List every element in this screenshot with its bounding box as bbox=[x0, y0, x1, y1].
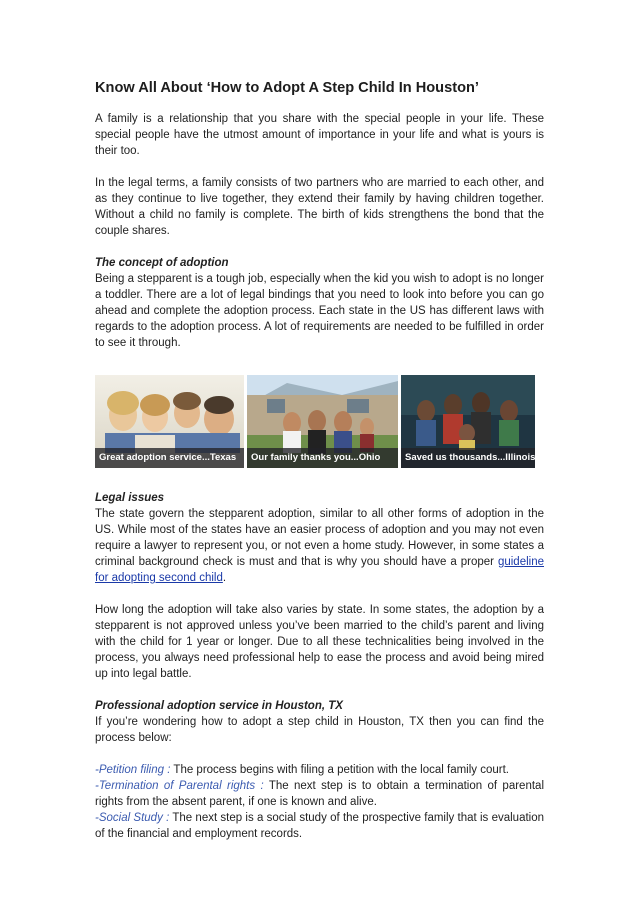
step-item bbox=[95, 762, 544, 778]
step-text: The next step is to obtain a termination of parental rights from the absent parent, if one is known and alive. bbox=[95, 780, 544, 808]
family-photo-ohio bbox=[247, 375, 398, 468]
family-photo-texas bbox=[95, 375, 244, 468]
step-label: -Termination of Parental rights : bbox=[95, 780, 264, 792]
step-label: -Petition filing : bbox=[95, 764, 171, 776]
step-item bbox=[95, 778, 544, 810]
step-text: The next step is a social study of the prospective family that is evaluation of the financial and employment records. bbox=[95, 812, 545, 840]
photo-caption: Our family thanks you...Ohio bbox=[247, 448, 398, 468]
step-label: -Social Study : bbox=[95, 812, 170, 824]
step-item bbox=[95, 810, 544, 842]
family-photo-illinois bbox=[401, 375, 535, 468]
guideline-link[interactable]: guideline for adopting second child bbox=[95, 556, 544, 584]
intro-paragraph-1: A family is a relationship that you share with the special people in your life. These special people have the utmost amount of importance in your life and what is yours is their too. bbox=[95, 113, 544, 157]
legal-paragraph-2: How long the adoption will take also varies by state. In some states, the adoption by a stepparent is not approved unless you’ve been married to the child’s parent and living with the child for 1 year or longer. Due to all these technicalities being involved in the process, you always need professional help to ease the process and avoid being mired up into legal battle. bbox=[95, 604, 544, 680]
intro-paragraph-2: In the legal terms, a family consists of two partners who are married to each other, and as they continue to live together, they extend their family by having children together. Without a child no family is complete. The birth of kids strengthens the bond that the couple shares. bbox=[95, 177, 544, 237]
concept-paragraph: Being a stepparent is a tough job, especially when the kid you wish to adopt is no longer a toddler. There are a lot of legal bindings that you need to look into before you can go ahead and complete the adoption process. Each state in the US has different laws with regards to the adoption process. A lot of requirements are needed to be fulfilled in order to see it through. bbox=[95, 273, 544, 349]
service-heading: Professional adoption service in Houston, TX bbox=[95, 700, 343, 712]
legal-paragraph-1 bbox=[95, 506, 544, 586]
page-title: Know All About ‘How to Adopt A Step Child In Houston’ bbox=[95, 80, 479, 96]
legal-text: The state govern the stepparent adoption, similar to all other forms of adoption in the US. While most of the states have an easier process of adoption and you may not even require a lawyer to represent you, or not even a home study. However, in some states a criminal background check is must and that is why you should have a proper bbox=[95, 508, 544, 568]
testimonial-photo-strip bbox=[95, 375, 544, 468]
service-paragraph: If you’re wondering how to adopt a step child in Houston, TX then you can find the process below: bbox=[95, 716, 544, 744]
photo-caption: Saved us thousands...Illinois bbox=[401, 448, 535, 468]
legal-heading: Legal issues bbox=[95, 492, 165, 504]
step-text: The process begins with filing a petition with the local family court. bbox=[170, 764, 510, 776]
concept-heading: The concept of adoption bbox=[95, 257, 229, 269]
legal-text-end: . bbox=[222, 572, 227, 584]
photo-caption: Great adoption service...Texas bbox=[95, 448, 244, 468]
